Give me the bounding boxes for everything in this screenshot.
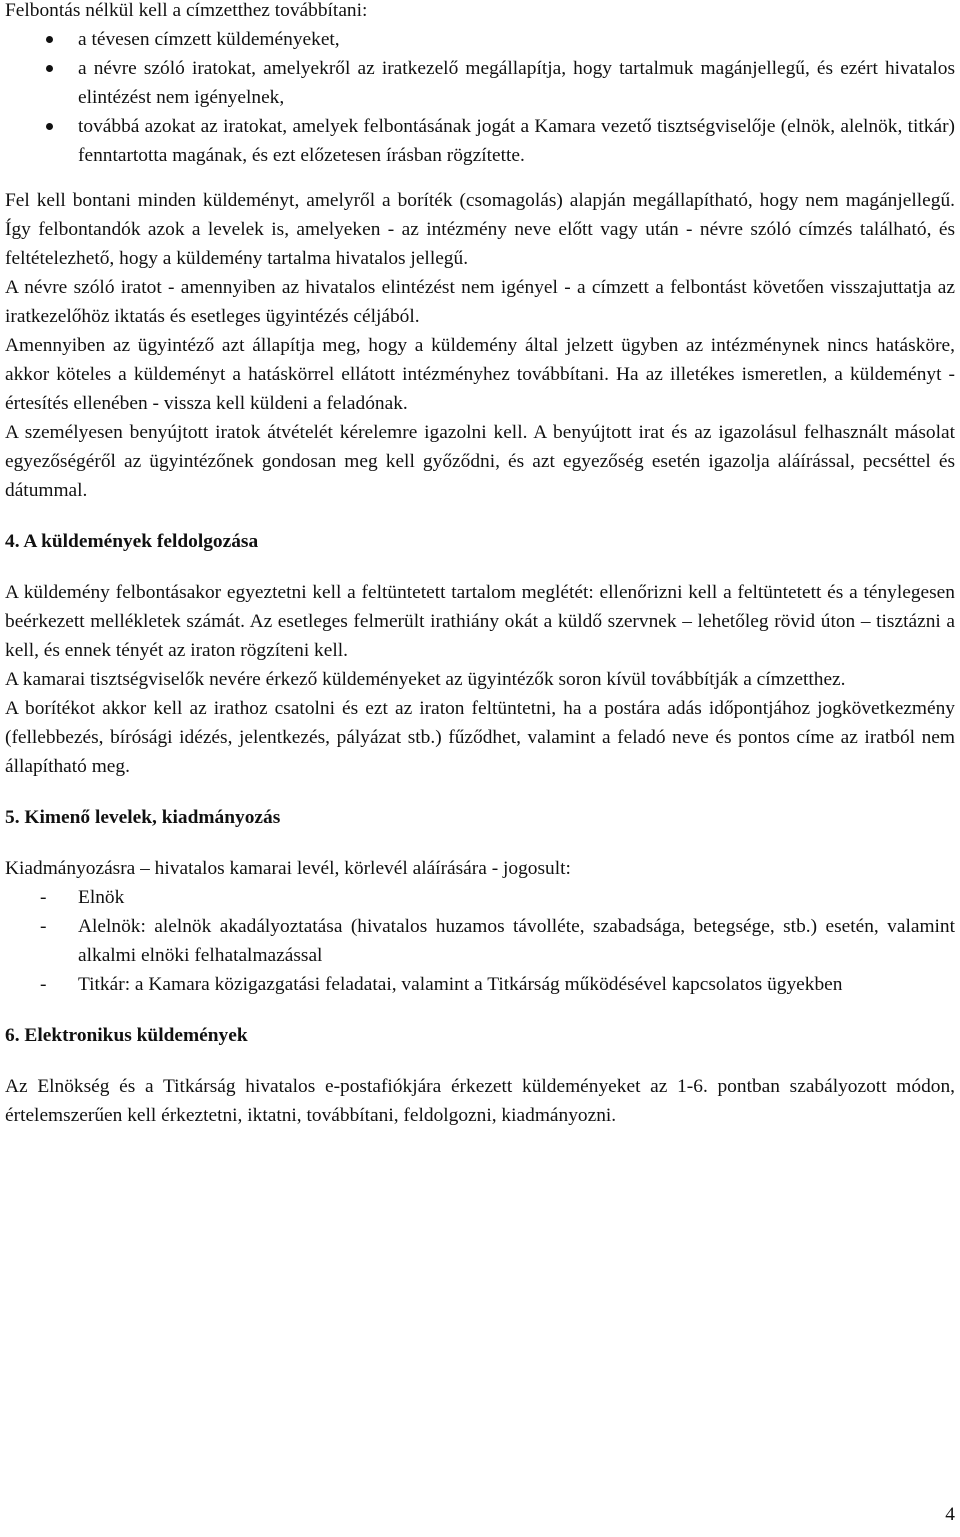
bullet-list	[5, 25, 955, 170]
section-heading: 6. Elektronikus küldemények	[5, 1025, 248, 1046]
bullet-text: a tévesen címzett küldeményeket,	[78, 29, 340, 50]
paragraph: A személyesen benyújtott iratok átvételét kérelemre igazolni kell. A benyújtott irat és az igazolásul felhasznált másolat egyezőségéről az ügyintézőnek gondosan meg kell győződni, és azt egyezőség esetén igazolja aláírással, pecséttel és dátummal.	[5, 422, 955, 501]
paragraph: A borítékot akkor kell az irathoz csatolni és ezt az iraton feltüntetni, ha a postára adás időpontjához jogkövetkezmény (fellebbezés, bírósági idézés, jelentkezés, pályázat stb.) fűződhet, valamint a feladó neve és pontos címe az iratból nem állapítható meg.	[5, 698, 955, 777]
dash-text: Alelnök: alelnök akadályoztatása (hivatalos huzamos távolléte, szabadsága, betegsége, stb.) esetén, valamint alkalmi elnöki felhatalmazással	[78, 916, 955, 966]
dash-list	[5, 883, 955, 999]
document-page	[5, 0, 955, 1130]
bullet-text: továbbá azokat az iratokat, amelyek felbontásának jogát a Kamara vezető tisztségviselője (elnök, alelnök, titkár) fenntartotta magának, és ezt előzetesen írásban rögzítette.	[78, 116, 955, 166]
paragraph: Az Elnökség és a Titkárság hivatalos e-postafiókjára érkezett küldeményeket az 1-6. pontban szabályozott módon, értelemszerűen kell érkeztetni, iktatni, továbbítani, feldolgozni, kiadmányozni.	[5, 1076, 955, 1126]
paragraph: Amennyiben az ügyintéző azt állapítja meg, hogy a küldemény által jelzett ügyben az intézménynek nincs hatásköre, akkor köteles a küldeményt a hatáskörrel ellátott intézményhez továbbítani. Ha az illetékes ismeretlen, a küldeményt - értesítés ellenében - vissza kell küldeni a feladónak.	[5, 335, 955, 414]
bullet-item	[5, 54, 955, 112]
dash-marker: -	[40, 887, 47, 908]
dash-item	[5, 912, 955, 970]
paragraph: Kiadmányozásra – hivatalos kamarai levél, körlevél aláírására - jogosult:	[5, 858, 571, 879]
bullet-icon	[46, 123, 53, 130]
bullet-icon	[46, 36, 53, 43]
section-heading: 5. Kimenő levelek, kiadmányozás	[5, 807, 281, 828]
paragraph: A kamarai tisztségviselők nevére érkező küldeményeket az ügyintézők soron kívül továbbítják a címzetthez.	[5, 669, 846, 690]
bullet-icon	[46, 65, 53, 72]
paragraph: A névre szóló iratot - amennyiben az hivatalos elintézést nem igényel - a címzett a felbontást követően visszajuttatja az iratkezelőhöz iktatás és esetleges ügyintézés céljából.	[5, 277, 955, 327]
paragraph: Fel kell bontani minden küldeményt, amelyről a boríték (csomagolás) alapján megállapítható, hogy nem magánjellegű. Így felbontandók azok a levelek is, amelyeken - az intézmény neve előtt vagy után - névre szóló címzés található, és feltételezhető, hogy a küldemény tartalma hivatalos jellegű.	[5, 190, 955, 269]
dash-item	[5, 883, 955, 912]
dash-text: Elnök	[78, 887, 125, 908]
dash-text: Titkár: a Kamara közigazgatási feladatai, valamint a Titkárság működésével kapcsolatos ügyekben	[78, 974, 843, 995]
bullet-item	[5, 112, 955, 170]
bullet-item	[5, 25, 955, 54]
paragraph: A küldemény felbontásakor egyeztetni kell a feltüntetett tartalom meglétét: ellenőrizni kell a feltüntetett és a ténylegesen beérkezett mellékletek számát. Az esetleges felmerült irathiány okát a küldő szervnek – lehetőleg rövid úton – tisztázni a kell, és ennek tényét az iraton rögzíteni kell.	[5, 582, 955, 661]
dash-marker: -	[40, 974, 47, 995]
page-number: 4	[945, 1504, 955, 1525]
intro-text: Felbontás nélkül kell a címzetthez továbbítani:	[5, 0, 368, 21]
dash-marker: -	[40, 916, 47, 937]
bullet-text: a névre szóló iratokat, amelyekről az iratkezelő megállapítja, hogy tartalmuk magánjellegű, és ezért hivatalos elintézést nem igényelnek,	[78, 58, 955, 108]
section-heading: 4. A küldemények feldolgozása	[5, 531, 259, 552]
dash-item	[5, 970, 955, 999]
